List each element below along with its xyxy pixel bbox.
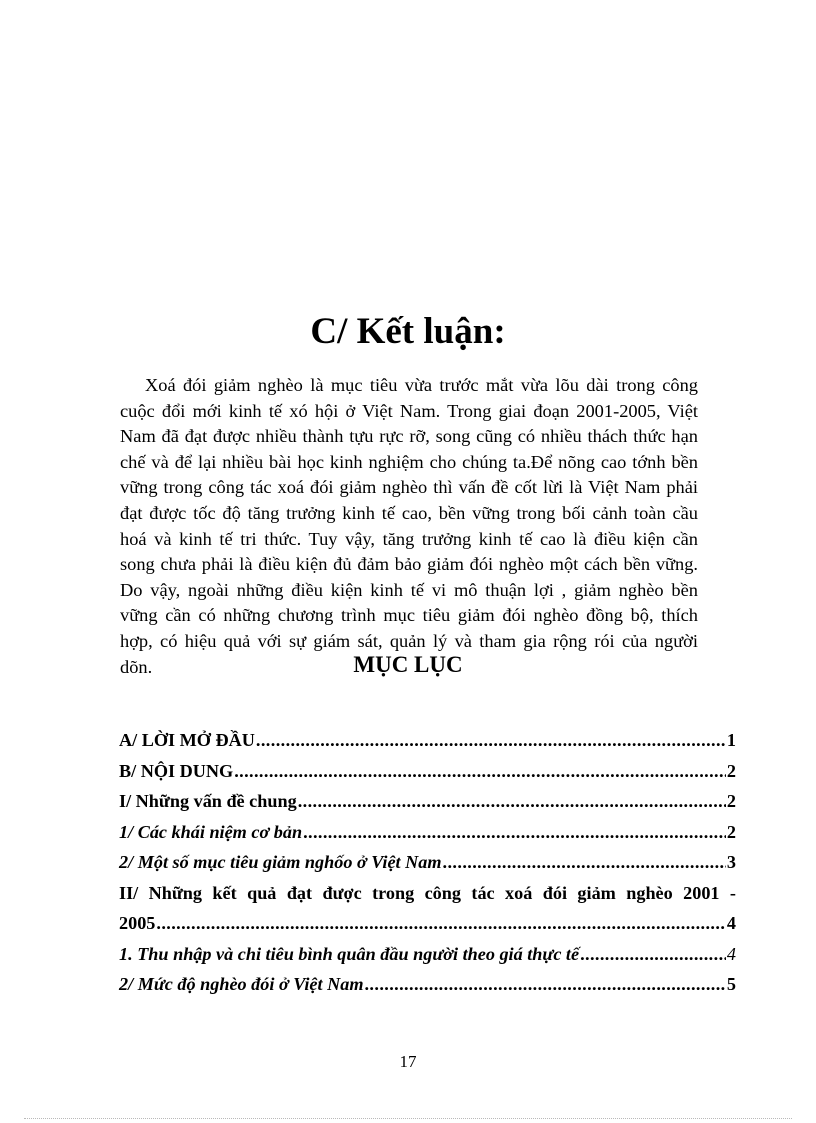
paragraph-line: cuộc đổi mới kinh tế xó hội ở Việt Nam. Trong giai đoạn 2001-2005, Việt <box>120 400 698 421</box>
paragraph-line: vững trong công tác xoá đói giảm nghèo thì vấn đề cốt lừi là Việt Nam phải <box>120 477 698 498</box>
toc-entry-page: 1 <box>726 730 736 750</box>
paragraph-line: đạt được tốc độ tăng trưởng kinh tế cao, bền vững trong bối cảnh toàn cầu <box>120 502 698 523</box>
toc-leader-dots <box>443 852 726 873</box>
toc-entry-text: 1. Thu nhập và chi tiêu bình quân đầu người theo giá thực tế <box>119 943 580 964</box>
toc-entry-text: B/ NỘI DUNG <box>119 760 234 781</box>
toc-entry-thu-nhap-chi-tieu[interactable] <box>119 944 736 975</box>
toc-entry-muc-tieu-giam-ngheo[interactable] <box>119 852 736 883</box>
toc-entry-text: II/ Những kết quả đạt được trong công tác xoá đói giảm nghèo 2001 - <box>119 882 736 903</box>
page-bottom-border <box>24 1118 792 1119</box>
toc-leader-dots <box>256 730 726 751</box>
paragraph-line: Xoá đói giảm nghèo là mục tiêu vừa trước mắt vừa lõu dài trong công <box>145 375 698 395</box>
section-heading: C/ Kết luận: <box>310 311 506 352</box>
toc-entry-text: A/ LỜI MỞ ĐẦU <box>119 730 255 750</box>
toc-leader-dots <box>303 822 726 843</box>
toc-entry-page: 2 <box>726 791 736 811</box>
toc-entry-khai-niem-co-ban[interactable] <box>119 822 736 853</box>
table-of-contents <box>119 730 736 1005</box>
paragraph-line: Nam đã đạt được nhiều thành tựu rực rỡ, song cũng có nhiều thách thức hạn <box>120 426 698 447</box>
toc-leader-dots <box>580 944 726 965</box>
toc-leader-dots <box>234 761 726 782</box>
paragraph-line: chế và để lại nhiều bài học kinh nghiệm cho chúng ta.Để nõng cao tớnh bền <box>120 451 698 472</box>
paragraph-line: song chưa phải là điều kiện đủ đảm bảo giảm đói nghèo một cách bền vững. <box>120 554 698 575</box>
toc-entry-muc-do-ngheo-doi[interactable] <box>119 974 736 1005</box>
page-number: 17 <box>399 1052 417 1071</box>
toc-entry-nhung-van-de-chung[interactable] <box>119 791 736 822</box>
paragraph-line: Do vậy, ngoài những điều kiện kinh tế vi mô thuận lợi , giảm nghèo bền <box>120 579 698 600</box>
toc-leader-dots <box>364 974 725 995</box>
toc-entry-ket-qua-line2[interactable] <box>119 913 736 944</box>
toc-entry-loi-mo-dau[interactable] <box>119 730 736 761</box>
toc-entry-text: 2005 <box>119 913 156 933</box>
toc-entry-text: 2/ Mức độ nghèo đói ở Việt Nam <box>119 974 364 994</box>
paragraph-line: hợp, có hiệu quả với sự giám sát, quản lý và tham gia rộng rói của người <box>120 630 698 651</box>
toc-entry-text: I/ Những vấn đề chung <box>119 791 297 811</box>
toc-title: MỤC LỤC <box>353 652 463 677</box>
toc-entry-page: 4 <box>726 913 736 933</box>
toc-leader-dots <box>298 791 726 812</box>
toc-entry-ket-qua-line1[interactable] <box>119 883 736 914</box>
paragraph-line: hoá và kinh tế tri thức. Tuy vậy, tăng trưởng kinh tế cao là điều kiện cần <box>120 528 698 549</box>
paragraph-line: vững cần có những chương trình mục tiêu giảm đói nghèo đồng bộ, thích <box>120 605 698 626</box>
toc-entry-page: 2 <box>726 821 736 842</box>
toc-entry-noi-dung[interactable] <box>119 761 736 792</box>
toc-leader-dots <box>156 913 726 934</box>
toc-entry-page: 3 <box>726 852 736 872</box>
toc-entry-page: 5 <box>726 974 736 994</box>
conclusion-paragraph <box>120 373 698 680</box>
toc-entry-text: 2/ Một số mục tiêu giảm nghốo ở Việt Nam <box>119 852 442 872</box>
toc-entry-page: 4 <box>726 943 736 964</box>
paragraph-line: dõn. <box>120 656 153 677</box>
toc-entry-page: 2 <box>726 760 736 781</box>
toc-entry-text: 1/ Các khái niệm cơ bản <box>119 821 303 842</box>
